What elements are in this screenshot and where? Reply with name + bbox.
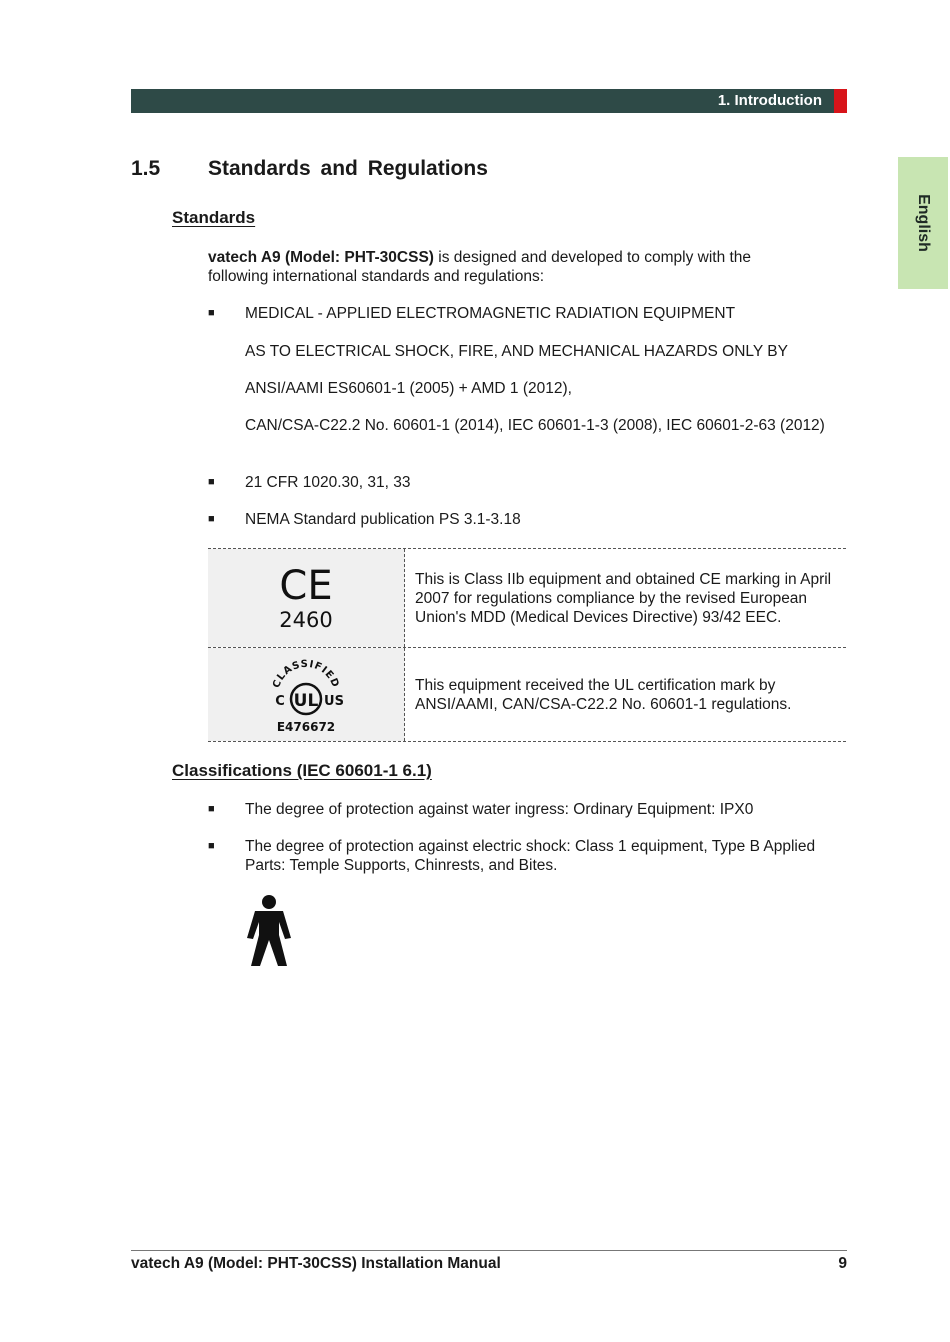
footer-title: vatech A9 (Model: PHT-30CSS) Installation Manual: [131, 1255, 501, 1272]
ce-number: 2460: [279, 608, 333, 632]
ul-mark-icon: [208, 648, 405, 741]
classifications-heading: Classifications (IEC 60601-1 6.1): [172, 761, 432, 780]
certification-table: [208, 548, 846, 742]
section-number: 1.5: [131, 157, 161, 180]
bullet-icon: ■: [208, 840, 215, 852]
bullet-icon: ■: [208, 803, 215, 815]
classification-item: The degree of protection against water ingress: Ordinary Equipment: IPX0: [245, 801, 754, 818]
standard-item: NEMA Standard publication PS 3.1-3.18: [245, 511, 521, 528]
bullet-icon: ■: [208, 476, 215, 488]
standards-intro: [208, 248, 808, 286]
ul-classified-text: CLASSIFIED: [271, 658, 341, 690]
ce-mark-icon: [208, 549, 405, 647]
cert-row-ce: [208, 548, 846, 647]
page-number: 9: [838, 1255, 847, 1272]
header-section-label: 1. Introduction: [717, 92, 822, 109]
cert-description-ul: This equipment received the UL certification mark by ANSI/AAMI, CAN/CSA-C22.2 No. 60601-1 regulations.: [415, 676, 792, 713]
standard-item: 21 CFR 1020.30, 31, 33: [245, 474, 411, 491]
standard-subline: CAN/CSA-C22.2 No. 60601-1 (2014), IEC 60601-1-3 (2008), IEC 60601-2-63 (2012): [245, 417, 825, 434]
standard-subline: AS TO ELECTRICAL SHOCK, FIRE, AND MECHANICAL HAZARDS ONLY BY: [245, 343, 788, 360]
standard-subline: ANSI/AAMI ES60601-1 (2005) + AMD 1 (2012),: [245, 380, 572, 397]
cert-description-ce: This is Class IIb equipment and obtained CE marking in April 2007 for regulations compliance by the revised European Union's MDD (Medical Devices Directive) 93/42 EEC.: [415, 570, 832, 626]
bullet-icon: ■: [208, 513, 215, 525]
header-accent: [834, 89, 847, 113]
ul-c-text: C: [275, 693, 285, 709]
language-tab-label: English: [915, 194, 932, 252]
ul-file-number: E476672: [276, 719, 336, 734]
standards-heading: Standards: [172, 208, 256, 227]
cert-row-ul: [208, 647, 846, 742]
standard-item: MEDICAL - APPLIED ELECTROMAGNETIC RADIATION EQUIPMENT: [245, 305, 736, 322]
ce-mark-text: CE: [279, 563, 333, 609]
ul-us-text: US: [324, 693, 344, 709]
ul-text: UL: [293, 690, 319, 711]
classification-item: The degree of protection against electric shock: Class 1 equipment, Type B Applied Parts: Temple Supports, Chinrests, and Bites.: [245, 838, 816, 874]
product-name: vatech A9 (Model: PHT-30CSS): [208, 249, 434, 266]
type-b-applied-part-icon: [245, 893, 293, 972]
bullet-icon: ■: [208, 307, 215, 319]
language-tab[interactable]: [898, 157, 948, 289]
section-title: Standards and Regulations: [208, 157, 488, 180]
footer-divider: [131, 1250, 847, 1251]
intro-text: is designed and developed to comply with the following international standards and regulations:: [208, 249, 752, 285]
